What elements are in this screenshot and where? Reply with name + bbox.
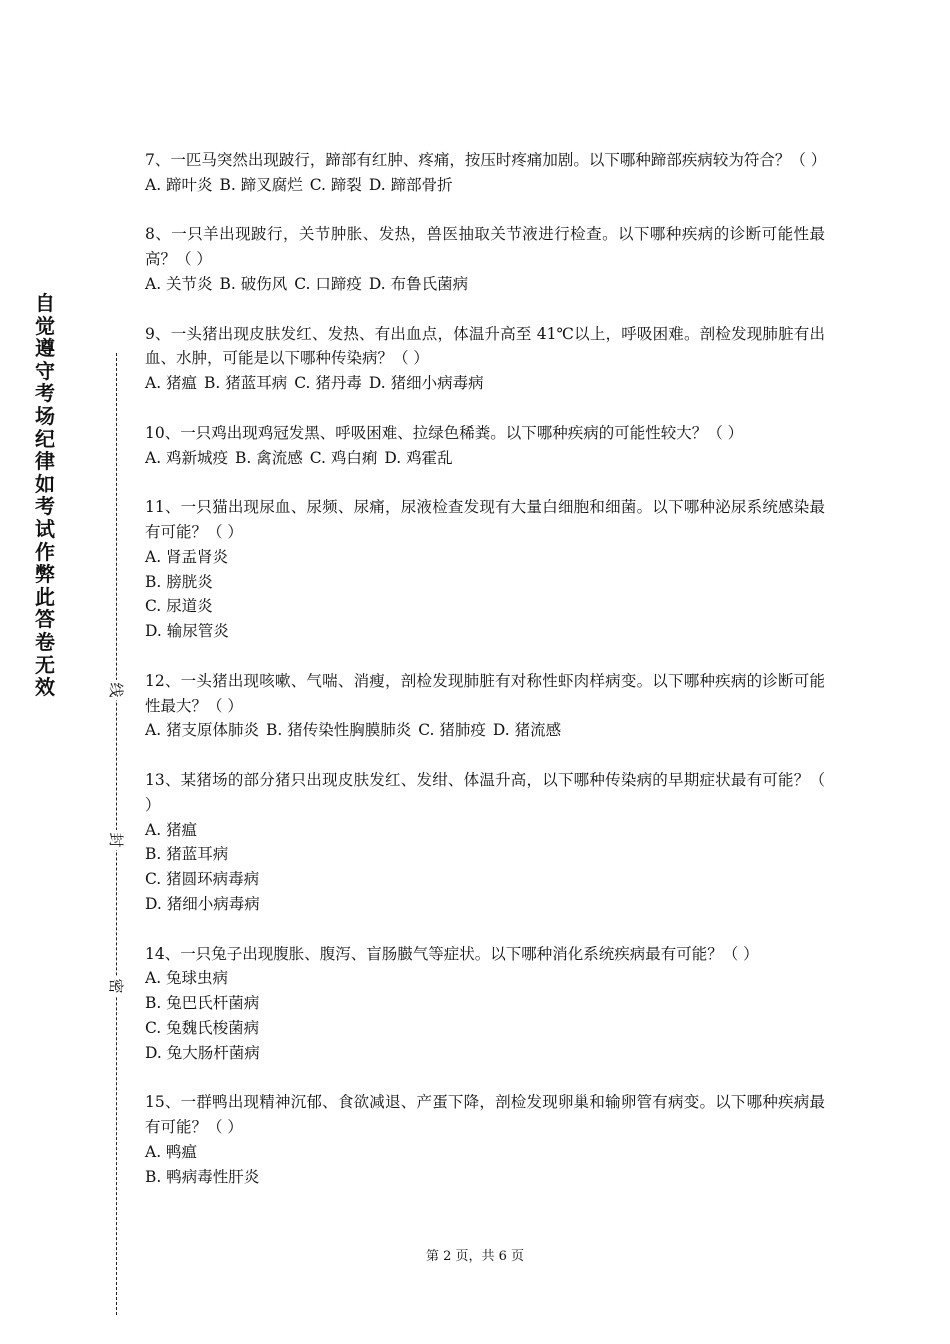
question-stem: 8、一只羊出现跛行，关节肿胀、发热，兽医抽取关节液进行检查。以下哪种疾病的诊断可能性最高？（ ） — [145, 225, 825, 269]
option-c: C. 猪肺疫 — [418, 721, 486, 740]
binding-label-line: 线 — [105, 680, 127, 700]
question-11 — [145, 495, 825, 644]
option-row — [145, 446, 825, 471]
option-a: A. 肾盂肾炎 — [145, 547, 229, 566]
option-a: A. 猪瘟 — [145, 374, 198, 393]
option-row — [145, 272, 825, 297]
option-c: C. 尿道炎 — [145, 597, 213, 616]
question-14 — [145, 942, 825, 1066]
option-d: D. 猪流感 — [492, 721, 562, 740]
option-d: D. 兔大肠杆菌病 — [145, 1043, 260, 1062]
question-9 — [145, 322, 825, 396]
option-d: D. 输尿管炎 — [145, 622, 229, 641]
binding-label-seal: 封 — [105, 830, 127, 850]
option-b: B. 蹄叉腐烂 — [219, 175, 303, 194]
option-a: A. 蹄叶炎 — [145, 175, 213, 194]
option-c: C. 猪圆环病毒病 — [145, 870, 260, 889]
option-c: C. 兔魏氏梭菌病 — [145, 1018, 260, 1037]
option-row — [145, 718, 825, 743]
question-stem: 13、某猪场的部分猪只出现皮肤发红、发绀、体温升高，以下哪种传染病的早期症状最有可能？（ ） — [145, 770, 825, 814]
option-d: D. 蹄部骨折 — [368, 175, 453, 194]
option-b: B. 兔巴氏杆菌病 — [145, 994, 260, 1013]
option-a: A. 兔球虫病 — [145, 969, 229, 988]
question-13 — [145, 768, 825, 917]
question-stem: 9、一头猪出现皮肤发红、发热、有出血点，体温升高至 41℃以上，呼吸困难。剖检发现肺脏有出血、水肿，可能是以下哪种传染病？（ ） — [145, 324, 825, 368]
option-d: D. 鸡霍乱 — [384, 448, 453, 467]
option-c: C. 口蹄疫 — [294, 274, 362, 293]
question-stem: 12、一头猪出现咳嗽、气喘、消瘦，剖检发现肺脏有对称性虾肉样病变。以下哪种疾病的诊断可能性最大？（ ） — [145, 671, 825, 715]
page-number: 第 2 页，共 6 页 — [425, 1249, 525, 1264]
option-a: A. 猪瘟 — [145, 820, 198, 839]
option-a: A. 鸡新城疫 — [145, 448, 229, 467]
binding-label-secret: 密 — [105, 976, 127, 996]
option-b: B. 猪蓝耳病 — [145, 845, 229, 864]
question-stem: 7、一匹马突然出现跛行，蹄部有红肿、疼痛，按压时疼痛加剧。以下哪种蹄部疾病较为符合？（ ） — [145, 151, 827, 169]
question-7 — [145, 148, 825, 198]
exam-discipline-warning: 自觉遵守考场纪律如考试作弊此答卷无效 — [35, 291, 55, 700]
question-stem: 11、一只猫出现尿血、尿频、尿痛，尿液检查发现有大量白细胞和细菌。以下哪种泌尿系统感染最有可能？（ ） — [145, 498, 825, 541]
option-row — [145, 173, 825, 198]
question-list — [145, 148, 825, 1214]
option-b: B. 禽流感 — [235, 448, 303, 467]
option-d: D. 布鲁氏菌病 — [368, 274, 469, 293]
option-b: B. 猪蓝耳病 — [204, 374, 288, 393]
option-d: D. 猪细小病毒病 — [368, 374, 484, 393]
question-12 — [145, 669, 825, 743]
option-b: B. 猪传染性胸膜肺炎 — [266, 721, 412, 740]
question-stem: 14、一只兔子出现腹胀、腹泻、盲肠臌气等症状。以下哪种消化系统疾病最有可能？（ ） — [145, 944, 759, 963]
question-8 — [145, 222, 825, 296]
option-a: A. 关节炎 — [145, 274, 213, 293]
option-row — [145, 371, 825, 396]
question-stem: 15、一群鸭出现精神沉郁、食欲减退、产蛋下降，剖检发现卵巢和输卵管有病变。以下哪种疾病最有可能？（ ） — [145, 1093, 825, 1137]
option-b: B. 破伤风 — [219, 274, 288, 293]
option-b: B. 鸭病毒性肝炎 — [145, 1167, 260, 1186]
option-c: C. 蹄裂 — [309, 175, 362, 194]
option-c: C. 鸡白痢 — [309, 448, 378, 467]
question-15 — [145, 1090, 825, 1189]
option-d: D. 猪细小病毒病 — [145, 894, 260, 913]
question-stem: 10、一只鸡出现鸡冠发黑、呼吸困难、拉绿色稀粪。以下哪种疾病的可能性较大？（ ） — [145, 423, 744, 442]
question-10 — [145, 421, 825, 471]
option-c: C. 猪丹毒 — [294, 374, 362, 393]
option-a: A. 猪支原体肺炎 — [145, 721, 260, 740]
option-a: A. 鸭瘟 — [145, 1142, 198, 1161]
option-b: B. 膀胱炎 — [145, 572, 213, 591]
